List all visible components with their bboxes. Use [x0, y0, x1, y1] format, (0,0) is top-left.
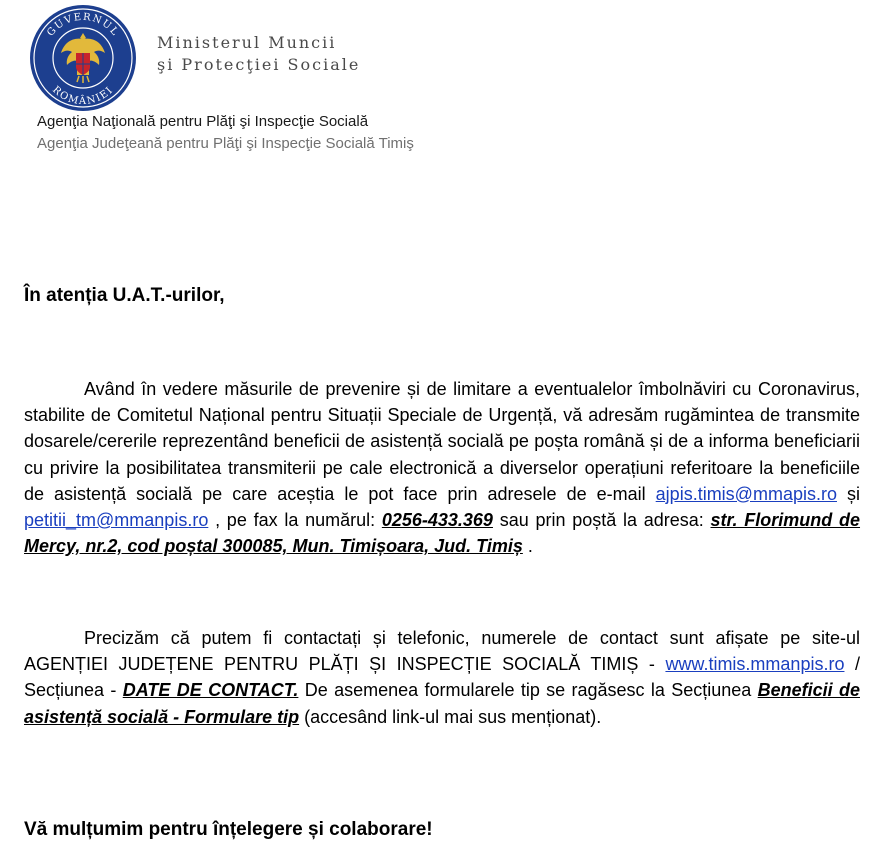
- government-emblem-icon: [28, 3, 138, 113]
- agency-county-name: Agenţia Judeţeană pentru Plăţi şi Inspecţie Socială Timiş: [37, 135, 414, 152]
- p1-text3: sau prin poștă la adresa:: [492, 510, 711, 531]
- svg-text:ROMÂNIEI: ROMÂNIEI: [50, 84, 116, 108]
- email-link-petitii[interactable]: petitii_tm@mmanpis.ro: [24, 510, 209, 531]
- ministry-name-line1: Ministerul Muncii: [157, 33, 337, 52]
- paragraph-instructions: [24, 376, 860, 559]
- p1-text4: .: [522, 536, 533, 557]
- agency-national-name: Agenţia Naţională pentru Plăţi şi Inspecţie Socială: [37, 113, 369, 130]
- website-link[interactable]: www.timis.mmanpis.ro: [665, 654, 845, 675]
- email-link-ajpis[interactable]: ajpis.timis@mmapis.ro: [655, 483, 837, 504]
- p2-text3: De asemenea formularele tip se ragăsesc la Secțiunea: [298, 680, 758, 701]
- postal-address: str. Florimund de Mercy, nr.2, cod poștal 300085, Mun. Timișoara, Jud. Timiș: [24, 510, 861, 557]
- fax-number: 0256-433.369: [381, 510, 493, 531]
- p1-and: și: [836, 483, 861, 504]
- letterhead: [0, 0, 890, 160]
- contact-section-name: DATE DE CONTACT.: [122, 680, 299, 701]
- p2-text2: / Secțiunea -: [24, 654, 860, 701]
- closing-line: Vă mulțumim pentru înțelegere și colaborare!: [24, 819, 433, 840]
- svg-text:GUVERNUL: GUVERNUL: [45, 11, 121, 39]
- ministry-name-line2: şi Protecţiei Sociale: [157, 55, 361, 74]
- p1-text1: Având în vedere măsurile de prevenire și de limitare a eventualelor îmbolnăviri cu Coronavirus, stabilite de Comitetul Național pentru Situații Speciale de Urgență, vă adresăm rugămintea de transmite dosarele/cererile reprezentând beneficii de asistență socială pe poșta română și de a informa beneficiarii cu privire la posibilitatea transmiterii pe cale electronică a diverselor operațiuni referitoare la beneficiile de asistență socială pe care aceștia le pot face prin adresele de e-mail: [24, 379, 860, 504]
- p1-text2: , pe fax la numărul:: [208, 510, 382, 531]
- salutation: În atenția U.A.T.-urilor,: [24, 285, 225, 306]
- p2-text4: (accesând link-ul mai sus menționat).: [299, 706, 602, 727]
- p2-text1: Precizăm că putem fi contactați și telefonic, numerele de contact sunt afișate pe site-ul AGENȚIEI JUDEȚENE PENTRU PLĂȚI ȘI INSPECȚIE SOCIALĂ TIMIȘ -: [24, 628, 860, 675]
- paragraph-contact-info: [24, 625, 860, 730]
- forms-section-name: Beneficii de asistență socială - Formulare tip: [24, 680, 860, 727]
